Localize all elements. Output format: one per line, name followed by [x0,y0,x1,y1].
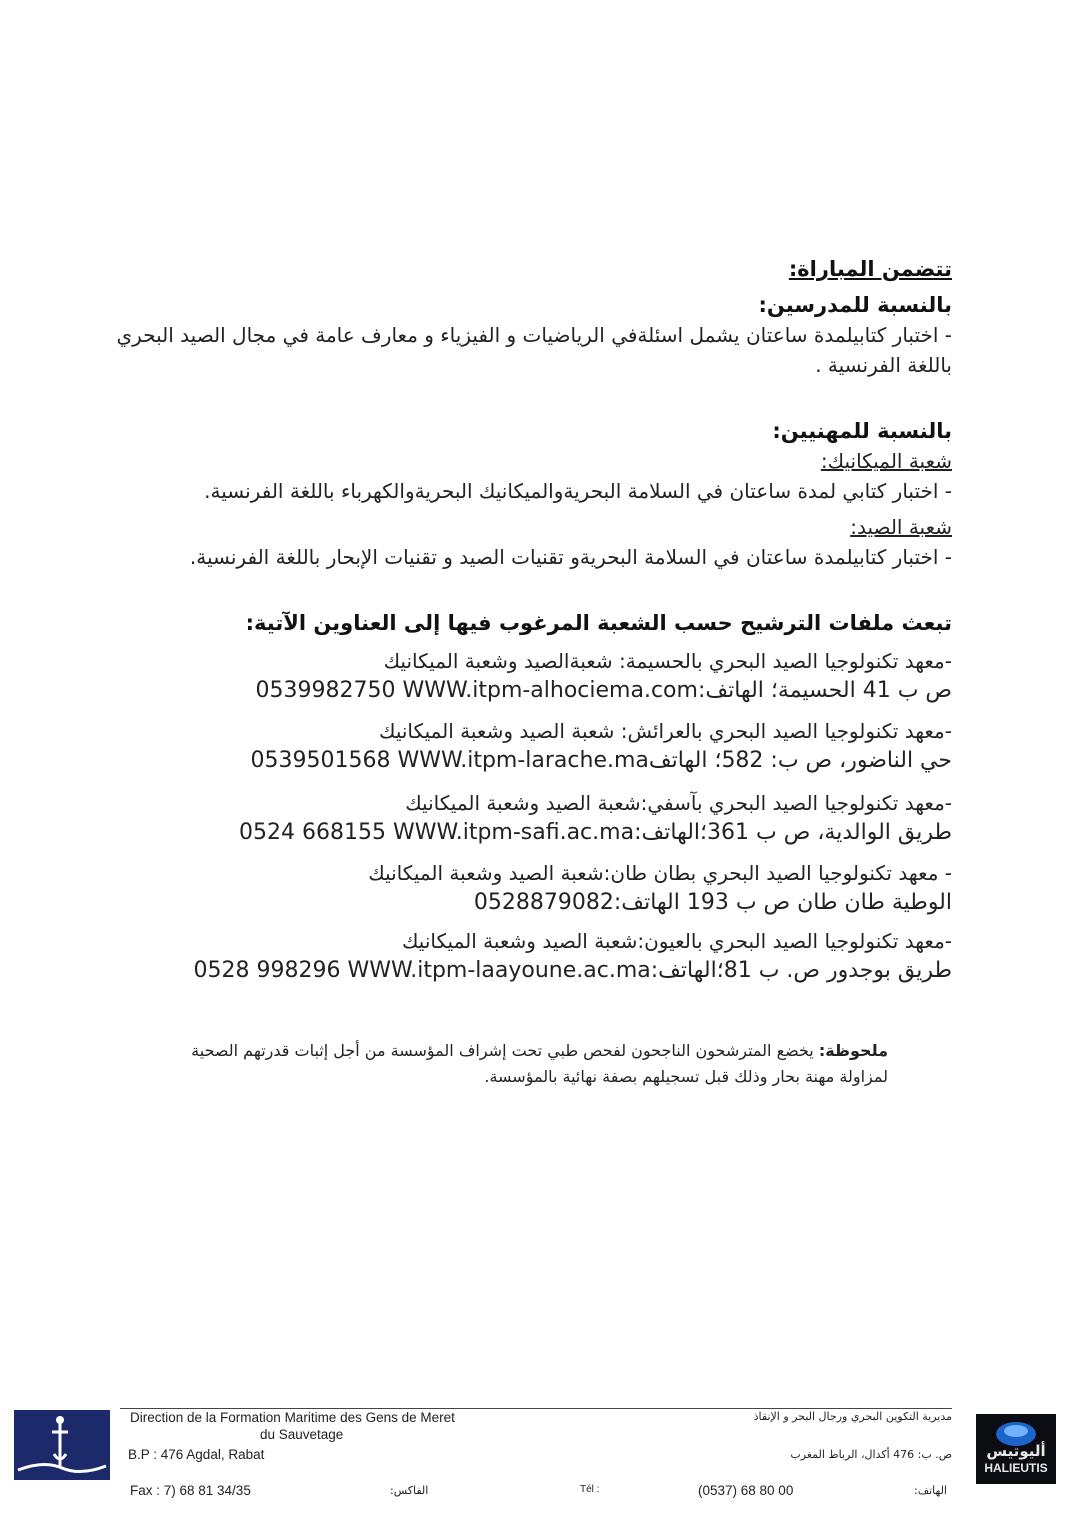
contest-title: تتضمن المباراة: [788,257,952,281]
footer-tel-label: Tél : [580,1484,600,1495]
footer-fax-ar: الفاكس: [390,1484,429,1497]
professionals-heading: بالنسبة للمهنيين: [772,419,952,443]
footer-tel-ar: الهاتف: [914,1484,947,1497]
ministry-logo [14,1410,110,1480]
note-label: ملحوظة: [818,1041,888,1060]
fishing-heading: شعبة الصيد: [850,515,952,539]
teachers-heading: بالنسبة للمدرسين: [758,293,952,317]
institute-contact: طريق الوالدية، ص ب 361؛الهاتف:0524 668155 WWW.itpm-safi.ac.ma [239,820,952,845]
note-line-2: لمزاولة مهنة بحار وذلك قبل تسجيلهم بصفة نهائية بالمؤسسة. [484,1067,888,1086]
halieutis-logo [976,1414,1056,1484]
fishing-text: - اختبار كتابيلمدة ساعتان في السلامة البحريةو تقنيات الصيد و تقنيات الإبحار باللغة الفرنسية. [189,545,952,569]
institute-web-phone[interactable]: 0528 998296 WWW.itpm-laayoune.ac.ma [193,958,651,983]
footer-direction-fr: Direction de la Formation Maritime des Gens de Meret [130,1410,455,1425]
institute-phone: 0528879082 [473,890,614,915]
footer-divider [120,1408,952,1409]
institute-web-phone[interactable]: 0524 668155 WWW.itpm-safi.ac.ma [239,820,635,845]
footer-direction-ar: مديرية التكوين البحري ورجال البحر و الإنقاذ [753,1410,952,1423]
halieutis-logo-latin: HALIEUTIS [984,1461,1048,1475]
halieutis-logo-ar: أليوتيس [986,1442,1046,1460]
institute-line: -معهد تكنولوجيا الصيد البحري بآسفي:شعبة الصيد وشعبة الميكانيك [405,791,952,815]
institute-contact: الوطية طان طان ص ب 193 الهاتف:0528879082 [473,890,952,915]
institute-web-phone[interactable]: 0539982750 WWW.itpm-alhociema.com [255,678,698,703]
institute-line: -معهد تكنولوجيا الصيد البحري بالعيون:شعبة الصيد وشعبة الميكانيك [401,929,952,953]
teachers-line-2: باللغة الفرنسية . [815,353,952,377]
mechanics-text: - اختبار كتابي لمدة ساعتان في السلامة البحريةوالميكانيك البحريةوالكهرباء باللغة الفرنسية. [204,479,952,503]
footer-address-fr: B.P : 476 Agdal, Rabat [128,1447,265,1462]
institute-contact: ص ب 41 الحسيمة؛ الهاتف:0539982750 WWW.itpm-alhociema.com [255,678,952,703]
addresses-heading: تبعث ملفات الترشيح حسب الشعبة المرغوب فيها إلى العناوين الآتية: [245,611,952,635]
footer-direction-fr-2: du Sauvetage [260,1427,344,1442]
institute-web-phone[interactable]: 0539501568 WWW.itpm-larache.ma [250,748,649,773]
institute-line: - معهد تكنولوجيا الصيد البحري بطان طان:شعبة الصيد وشعبة الميكانيك [368,861,952,885]
mechanics-heading: شعبة الميكانيك: [820,449,952,473]
institute-contact: حي الناضور، ص ب: 582؛ الهاتف0539501568 WWW.itpm-larache.ma [250,748,952,773]
note-line-1: ملحوظة: يخضع المترشحون الناجحون لفحص طبي تحت إشراف المؤسسة من أجل إثبات قدرتهم الصحية [191,1041,888,1060]
institute-contact: طريق بوجدور ص. ب 81؛الهاتف:0528 998296 WWW.itpm-laayoune.ac.ma [193,958,952,983]
teachers-line-1: - اختبار كتابيلمدة ساعتان يشمل اسئلةفي الرياضيات و الفيزياء و معارف عامة في مجال الصيد البحري [116,323,952,347]
footer-fax: Fax : 7) 68 81 34/35 [130,1483,251,1498]
footer-tel: (0537) 68 80 00 [698,1483,794,1498]
institute-line: -معهد تكنولوجيا الصيد البحري بالعرائش: شعبة الصيد وشعبة الميكانيك [378,719,952,743]
footer-address-ar: ص. ب: 476 أكدال، الرباط المغرب [790,1448,952,1461]
institute-line: -معهد تكنولوجيا الصيد البحري بالحسيمة: شعبةالصيد وشعبة الميكانيك [383,649,952,673]
